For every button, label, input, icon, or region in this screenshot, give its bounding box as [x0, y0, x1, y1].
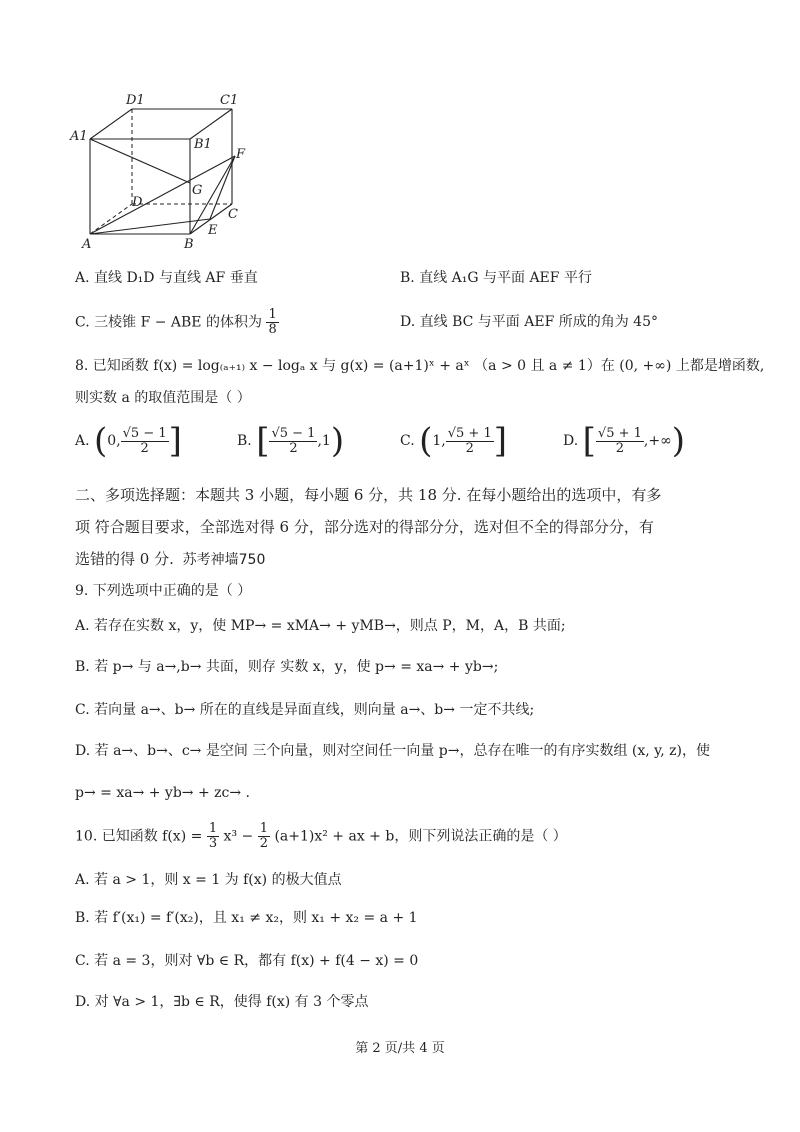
label-F: F: [236, 147, 246, 162]
fraction-denominator: 2: [615, 440, 625, 456]
bracket-left: [: [582, 421, 596, 461]
label-B1: B1: [194, 137, 212, 152]
page-footer: 第 2 页/共 4 页: [355, 1041, 445, 1056]
q7-option-a: A. 直线 D₁D 与直线 AF 垂直: [75, 270, 258, 286]
section2-line1: 二、多项选择题：本题共 3 小题，每小题 6 分，共 18 分. 在每小题给出的选项中，有多: [75, 486, 662, 504]
section2-line2: 项 符合题目要求，全部选对得 6 分，部分选对的得部分分，选对但不全的得部分分，有: [75, 518, 654, 536]
fraction-numerator: 1: [208, 821, 218, 836]
option-label: D.: [563, 433, 579, 449]
interval-end: ,1: [317, 433, 331, 449]
q10-option-c: C. 若 a = 3，则对 ∀b ∈ R，都有 f(x) + f(4 − x) = 0: [75, 953, 419, 969]
label-D1: D1: [126, 93, 145, 108]
q9-option-c: C. 若向量 a→、b→ 所在的直线是异面直线，则向量 a→、b→ 一定不共线;: [75, 702, 535, 718]
q9-option-b: B. 若 p→ 与 a→,b→ 共面，则存 实数 x，y，使 p→ = xa→ + yb→;: [75, 659, 499, 675]
fraction-one-third: [207, 822, 219, 851]
fraction-denominator: 8: [268, 322, 277, 337]
label-C1: C1: [220, 93, 239, 108]
fraction-numerator: √5 − 1: [271, 425, 316, 441]
label-G: G: [192, 183, 203, 198]
bracket-right: ): [330, 421, 345, 461]
interval-fraction: [596, 427, 644, 456]
fraction-numerator: √5 − 1: [122, 425, 167, 441]
fraction-denominator: 2: [140, 440, 149, 456]
option-label: B.: [237, 433, 252, 449]
q9-option-d-line1: D. 若 a→、b→、c→ 是空间 三个向量，则对空间任一向量 p→，总存在唯一的有序实数组 (x, y, z)，使: [75, 743, 710, 759]
q10-stem: [75, 822, 567, 851]
q8-option-c: [400, 421, 507, 461]
q8-option-d: [563, 421, 685, 461]
bracket-right: ): [671, 421, 685, 461]
q7-option-d: D. 直线 BC 与平面 AEF 所成的角为 45°: [400, 314, 658, 330]
q10-stem-post: (a+1)x² + ax + b，则下列说法正确的是（ ）: [274, 828, 567, 845]
q8-option-a: [75, 421, 182, 461]
cube-figure: [60, 88, 260, 258]
bracket-right: ]: [493, 421, 507, 461]
bracket-right: ]: [168, 421, 182, 461]
fraction-one-half: [258, 822, 270, 851]
q10-stem-mid: x³ −: [223, 828, 254, 845]
q10-option-a: A. 若 a > 1，则 x = 1 为 f(x) 的极大值点: [75, 872, 342, 888]
interval-start: 1,: [432, 433, 446, 449]
fraction-denominator: 2: [289, 440, 298, 456]
label-E: E: [208, 223, 218, 238]
label-A: A: [82, 237, 92, 252]
fraction-denominator: 3: [208, 836, 218, 851]
label-B: B: [184, 237, 194, 252]
bracket-left: [: [256, 421, 270, 461]
interval-end: ,+∞: [643, 433, 672, 449]
q10-option-d: D. 对 ∀a > 1，∃b ∈ R，使得 f(x) 有 3 个零点: [75, 994, 369, 1010]
fraction-numerator: 1: [259, 821, 268, 836]
label-C: C: [228, 207, 238, 222]
bracket-left: (: [94, 421, 108, 461]
q10-option-b: B. 若 f′(x₁) = f′(x₂)，且 x₁ ≠ x₂，则 x₁ + x₂ = a + 1: [75, 910, 418, 926]
q9-option-a: A. 若存在实数 x，y，使 MP→ = xMA→ + yMB→，则点 P，M，A，B 共面;: [75, 618, 566, 634]
q7-option-b: B. 直线 A₁G 与平面 AEF 平行: [400, 270, 592, 286]
fraction-denominator: 2: [465, 440, 474, 456]
q8-stem-line2: 则实数 a 的取值范围是（ ）: [75, 390, 251, 406]
q7-option-c-text: C. 三棱锥 F − ABE 的体积为: [75, 314, 262, 331]
option-label: A.: [75, 433, 90, 449]
label-A1: A1: [70, 129, 88, 144]
q7-option-c: [75, 308, 279, 337]
fraction-numerator: √5 + 1: [447, 425, 492, 441]
fraction-numerator: √5 + 1: [597, 425, 642, 441]
watermark-text: 苏考神墙750: [182, 552, 266, 568]
q7-option-c-fraction: [266, 308, 278, 337]
section2-line3: [75, 546, 265, 573]
q9-stem: 9. 下列选项中正确的是（ ）: [75, 583, 252, 599]
fraction-numerator: 1: [268, 307, 277, 322]
interval-fraction: [269, 427, 317, 456]
interval-fraction: [446, 427, 494, 456]
fraction-denominator: 2: [259, 836, 268, 851]
q8-option-b: [237, 421, 345, 461]
bracket-left: (: [419, 421, 433, 461]
option-label: C.: [400, 433, 415, 449]
section2-line3-text: 选错的得 0 分.: [75, 550, 174, 568]
q9-option-d-line2: p→ = xa→ + yb→ + zc→ .: [75, 785, 251, 801]
q8-stem-line1: 8. 已知函数 f(x) = log₍ₐ₊₁₎ x − logₐ x 与 g(x) = (a+1)ˣ + aˣ （a > 0 且 a ≠ 1）在 (0, +∞) 上都是增函数,: [75, 358, 765, 374]
q10-stem-pre: 10. 已知函数 f(x) =: [75, 828, 203, 845]
interval-fraction: [121, 427, 169, 456]
label-D: D: [132, 195, 143, 210]
interval-start: 0,: [107, 433, 121, 449]
